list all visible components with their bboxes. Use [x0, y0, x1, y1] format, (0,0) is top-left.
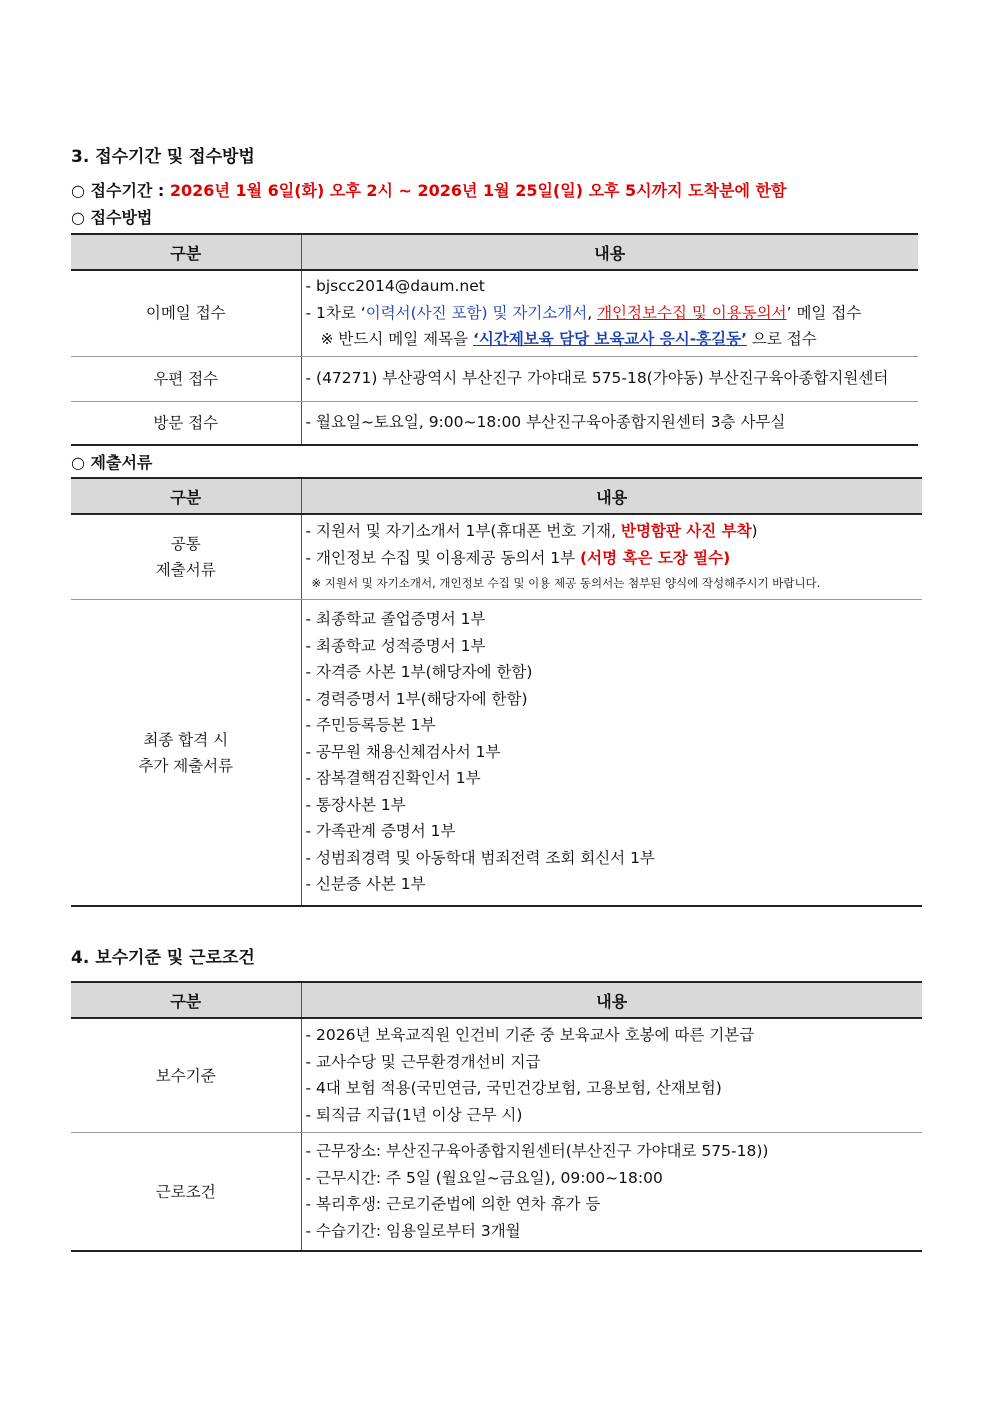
email-label: 이메일 접수	[71, 270, 301, 356]
table-header-row	[71, 478, 922, 514]
header-category: 구분	[71, 234, 301, 270]
section4-title: 4. 보수기준 및 근로조건	[71, 948, 255, 968]
pay-table	[71, 981, 922, 1252]
section3-title: 3. 접수기간 및 접수방법	[71, 147, 255, 167]
email-line2-a: - 1차로 ‘	[305, 303, 366, 322]
post-content	[301, 356, 918, 401]
table-row-email	[71, 270, 918, 356]
pay-content	[301, 1018, 922, 1133]
header-category: 구분	[71, 982, 301, 1018]
common-label	[71, 514, 301, 600]
table-row-work	[71, 1133, 922, 1252]
email-line3-c: 으로 접수	[746, 330, 817, 348]
docs-label: ○ 제출서류	[71, 453, 153, 472]
list-item: - 공무원 채용신체검사서 1부	[305, 742, 501, 761]
list-item: - 2026년 보육교직원 인건비 기준 중 보육교사 호봉에 따른 기본급	[305, 1026, 755, 1044]
list-item: - 잠복결핵검진확인서 1부	[305, 769, 481, 788]
period-line	[71, 178, 786, 201]
header-category: 구분	[71, 478, 301, 514]
email-line2-consent: 개인정보수집 및 이용동의서	[597, 303, 787, 322]
table-row-common	[71, 514, 922, 600]
work-label: 근로조건	[71, 1133, 301, 1252]
post-label: 우편 접수	[71, 356, 301, 401]
email-content	[301, 270, 918, 356]
table-row-visit	[71, 401, 918, 445]
list-item: - 교사수당 및 근무환경개선비 지급	[305, 1052, 541, 1071]
final-label-1: 최종 합격 시	[143, 730, 229, 749]
list-item: - 통장사본 1부	[305, 795, 406, 814]
list-item: - 주민등록등본 1부	[305, 716, 436, 735]
method-table	[71, 233, 918, 446]
common-line2	[306, 545, 923, 572]
list-item: - 4대 보험 적용(국민연금, 국민건강보험, 고용보험, 산재보험)	[305, 1079, 722, 1097]
post-address: - (47271) 부산광역시 부산진구 가야대로 575-18(가야동) 부산진구육아종합지원센터	[305, 368, 889, 387]
email-line3	[306, 326, 919, 353]
period-label: ○ 접수기간 :	[71, 181, 170, 200]
list-item: - 성범죄경력 및 아동학대 범죄전력 조회 회신서 1부	[305, 848, 655, 867]
list-item: - 근무시간: 주 5일 (월요일~금요일), 09:00~18:00	[305, 1168, 663, 1187]
email-line2-e: ’ 메일 접수	[786, 303, 862, 322]
list-item: - 신분증 사본 1부	[305, 875, 426, 894]
list-item: - 자격증 사본 1부(해당자에 한함)	[305, 663, 533, 682]
visit-label: 방문 접수	[71, 401, 301, 445]
final-label-2: 추가 제출서류	[138, 756, 234, 775]
email-address: - bjscc2014@daum.net	[305, 277, 485, 295]
email-subject: ‘시간제보육 담당 보육교사 응시-홍길동’	[472, 330, 747, 348]
list-item: - 복리후생: 근로기준법에 의한 연차 휴가 등	[305, 1195, 601, 1213]
final-label	[71, 600, 301, 907]
email-line2-sep: ,	[587, 303, 598, 322]
work-content	[301, 1133, 922, 1252]
list-item: - 최종학교 성적증명서 1부	[305, 636, 486, 655]
list-item: - 가족관계 증명서 1부	[305, 822, 456, 841]
common-note: ※ 지원서 및 자기소개서, 개인정보 수집 및 이용 제공 동의서는 첨부된 양식에 작성해주시기 바랍니다.	[311, 576, 821, 590]
common-content	[301, 514, 922, 600]
list-item: - 근무장소: 부산진구육아종합지원센터(부산진구 가야대로 575-18))	[305, 1142, 769, 1160]
common-sign: (서명 혹은 도장 필수)	[580, 548, 731, 567]
email-line2-resume: 이력서(사진 포함) 및 자기소개서	[365, 303, 588, 322]
table-row-post	[71, 356, 918, 401]
list-item: - 최종학교 졸업증명서 1부	[305, 610, 486, 629]
list-item: - 수습기간: 임용일로부터 3개월	[305, 1221, 521, 1240]
table-row-pay	[71, 1018, 922, 1133]
final-content	[301, 600, 922, 907]
pay-label: 보수기준	[71, 1018, 301, 1133]
period-value: 2026년 1월 6일(화) 오후 2시 ~ 2026년 1월 25일(일) 오후 5시까지 도착분에 한함	[169, 181, 787, 200]
table-header-row	[71, 234, 918, 270]
visit-hours: - 월요일~토요일, 9:00~18:00 부산진구육아종합지원센터 3층 사무실	[305, 412, 786, 431]
visit-content	[301, 401, 918, 445]
header-content: 내용	[301, 478, 922, 514]
list-item: - 경력증명서 1부(해당자에 한함)	[305, 689, 528, 708]
list-item: - 퇴직금 지급(1년 이상 근무 시)	[305, 1105, 523, 1124]
docs-table	[71, 477, 922, 907]
common-label-2: 제출서류	[155, 561, 216, 579]
table-row-final	[71, 600, 922, 907]
common-line1-c: )	[751, 522, 758, 540]
common-line1	[306, 518, 923, 545]
common-line1-a: - 지원서 및 자기소개서 1부(휴대폰 번호 기재,	[305, 522, 621, 540]
method-label: ○ 접수방법	[71, 208, 153, 227]
header-content: 내용	[301, 234, 918, 270]
common-line2-a: - 개인정보 수집 및 이용제공 동의서 1부	[305, 548, 581, 567]
email-line3-a: ※ 반드시 메일 제목을	[320, 330, 473, 348]
common-photo: 반명함판 사진 부착	[620, 522, 752, 540]
table-header-row	[71, 982, 922, 1018]
email-line2	[306, 300, 919, 327]
header-content: 내용	[301, 982, 922, 1018]
common-label-1: 공통	[170, 535, 201, 553]
